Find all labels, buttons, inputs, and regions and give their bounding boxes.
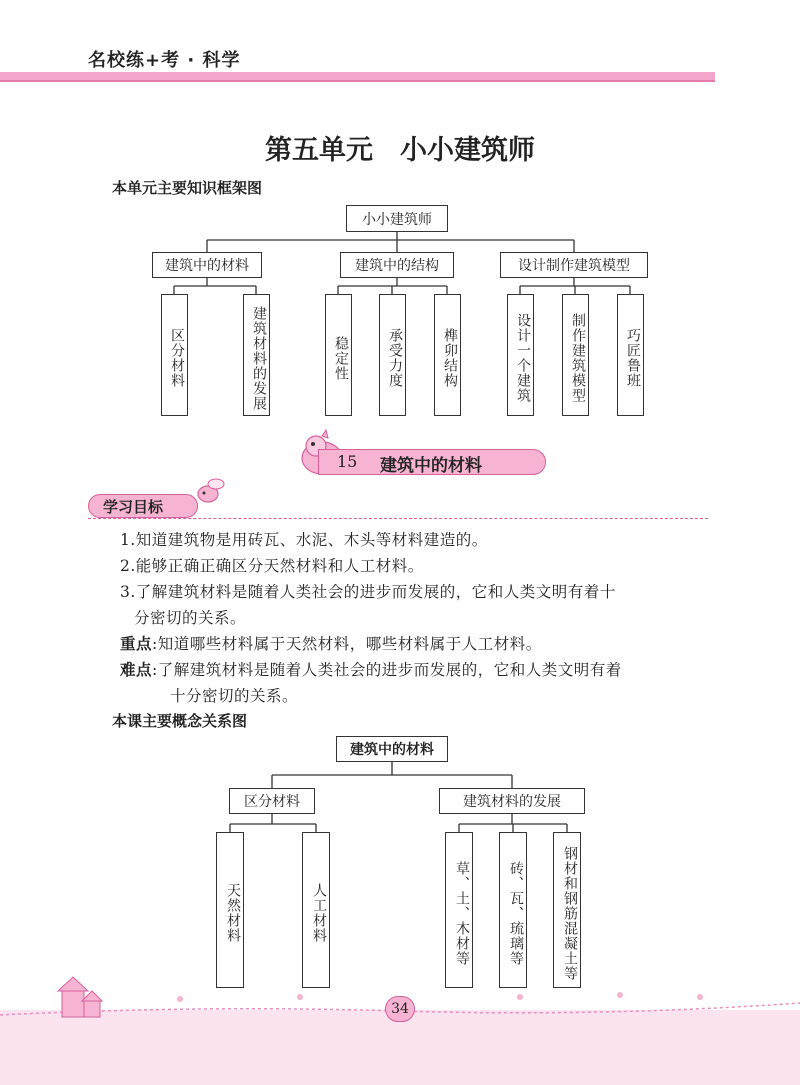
concept-branch-development: 建筑材料的发展	[439, 788, 585, 814]
goals-badge-label: 学习目标	[103, 497, 164, 516]
framework-label: 本单元主要知识框架图	[112, 179, 263, 197]
unit-leaf: 区分材料	[161, 294, 188, 416]
lesson-number: 15	[337, 452, 358, 471]
difficulty-text: :了解建筑材料是随着人类社会的进步而发展的，它和人类文明有着	[152, 661, 622, 679]
goal-item: 3.了解建筑材料是随着人类社会的进步而发展的，它和人类文明有着十	[120, 583, 616, 601]
unit-leaf: 建筑材料的发展	[243, 294, 270, 416]
concept-leaf: 天然材料	[216, 832, 244, 988]
concept-root-box: 建筑中的材料	[336, 736, 448, 762]
page-number: 34	[385, 996, 415, 1022]
concept-label: 本课主要概念关系图	[112, 712, 248, 730]
difficulty-label: 难点	[120, 661, 153, 679]
concept-leaf: 砖、瓦、琉璃等	[499, 832, 527, 988]
concept-leaf: 人工材料	[302, 832, 330, 988]
goal-item: 2.能够正确正确区分天然材料和人工材料。	[120, 557, 424, 575]
unit-leaf: 榫卯结构	[434, 294, 461, 416]
key-point-label: 重点	[120, 635, 153, 653]
concept-leaf: 钢材和钢筋混凝土等	[553, 832, 581, 988]
goal-item: 分密切的关系。	[134, 609, 247, 627]
concept-branch-classify: 区分材料	[229, 788, 315, 814]
goals-badge	[88, 494, 198, 518]
unit-leaf: 稳定性	[325, 294, 352, 416]
lesson-title: 建筑中的材料	[380, 456, 482, 476]
unit-branch-materials: 建筑中的材料	[152, 252, 262, 278]
unit-branch-structure: 建筑中的结构	[340, 252, 454, 278]
unit-root-box: 小小建筑师	[346, 205, 448, 232]
unit-branch-model: 设计制作建筑模型	[500, 252, 648, 278]
goal-item: 1.知道建筑物是用砖瓦、水泥、木头等材料建造的。	[120, 531, 488, 549]
key-point-text: :知道哪些材料属于天然材料，哪些材料属于人工材料。	[152, 635, 542, 653]
unit-leaf: 设计一个建筑	[507, 294, 534, 416]
goals-divider	[88, 518, 708, 520]
unit-leaf: 巧匠鲁班	[617, 294, 644, 416]
unit-leaf: 承受力度	[379, 294, 406, 416]
header-title: 名校练+考 · 科学	[88, 50, 241, 71]
concept-leaf: 草、土、木材等	[445, 832, 473, 988]
difficulty-text-cont: 十分密切的关系。	[170, 687, 299, 705]
key-point	[120, 632, 542, 654]
difficulty	[120, 658, 622, 680]
unit-leaf: 制作建筑模型	[562, 294, 589, 416]
bee-icon	[194, 476, 228, 506]
unit-title: 第五单元 小小建筑师	[265, 135, 535, 166]
